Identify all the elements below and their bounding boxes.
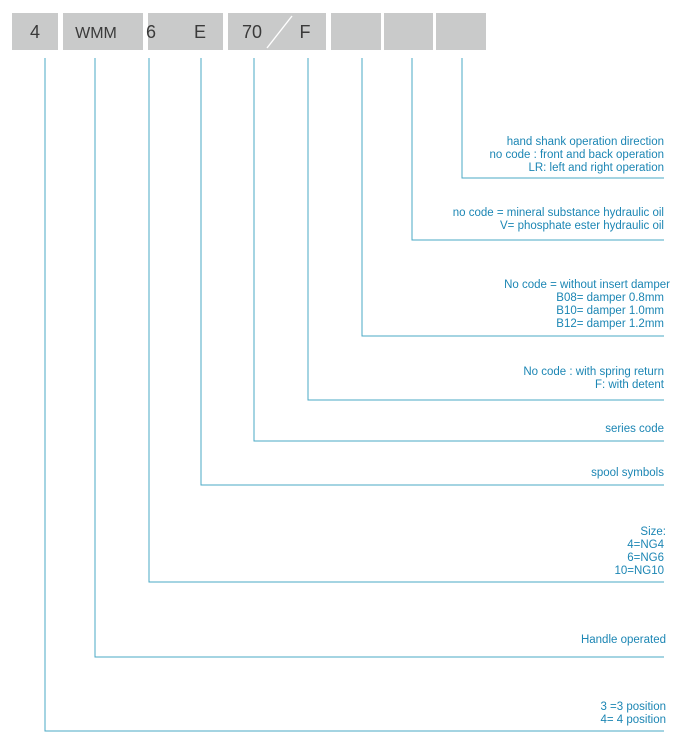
code-text-6: F bbox=[299, 22, 311, 42]
leader-line-6 bbox=[201, 58, 664, 485]
code-box-7 bbox=[331, 13, 381, 50]
description-9 bbox=[600, 701, 666, 726]
code-text-3: 6 bbox=[145, 22, 157, 42]
description-2 bbox=[453, 207, 664, 232]
description-9-line-2: 4= 4 position bbox=[600, 714, 666, 726]
code-box-8 bbox=[384, 13, 433, 50]
description-6-line-1: spool symbols bbox=[591, 467, 664, 479]
description-1-line-3: LR: left and right operation bbox=[528, 162, 664, 174]
description-7-line-2: 4=NG4 bbox=[627, 539, 664, 551]
description-2-line-2: V= phosphate ester hydraulic oil bbox=[500, 220, 664, 232]
description-7 bbox=[614, 526, 666, 577]
description-4-line-2: F: with detent bbox=[594, 379, 664, 391]
description-3-line-1: No code = without insert damper bbox=[504, 279, 670, 291]
code-text-4: E bbox=[193, 22, 207, 42]
description-7-line-3: 6=NG6 bbox=[627, 552, 664, 564]
description-1-line-2: no code : front and back operation bbox=[489, 149, 664, 161]
description-3-line-3: B10= damper 1.0mm bbox=[556, 305, 664, 317]
description-2-line-1: no code = mineral substance hydraulic oil bbox=[452, 207, 664, 219]
description-8 bbox=[581, 634, 666, 646]
code-text-1: 4 bbox=[29, 22, 41, 42]
description-4 bbox=[523, 366, 664, 391]
description-3-line-4: B12= damper 1.2mm bbox=[556, 318, 664, 330]
description-7-line-1: Size: bbox=[640, 526, 666, 538]
description-4-line-1: No code : with spring return bbox=[523, 366, 664, 378]
description-7-line-4: 10=NG10 bbox=[614, 565, 664, 577]
description-1-line-1: hand shank operation direction bbox=[506, 136, 664, 148]
description-8-line-1: Handle operated bbox=[580, 634, 666, 646]
description-3-line-2: B08= damper 0.8mm bbox=[556, 292, 664, 304]
code-box-9 bbox=[436, 13, 486, 50]
description-5-line-1: series code bbox=[605, 423, 664, 435]
code-text-2: WMM bbox=[75, 25, 117, 42]
code-text-5: 70 bbox=[241, 22, 263, 42]
description-6 bbox=[591, 467, 664, 479]
description-9-line-1: 3 =3 position bbox=[600, 701, 666, 713]
description-1 bbox=[489, 136, 664, 174]
description-3 bbox=[504, 279, 670, 330]
description-5 bbox=[605, 423, 664, 435]
